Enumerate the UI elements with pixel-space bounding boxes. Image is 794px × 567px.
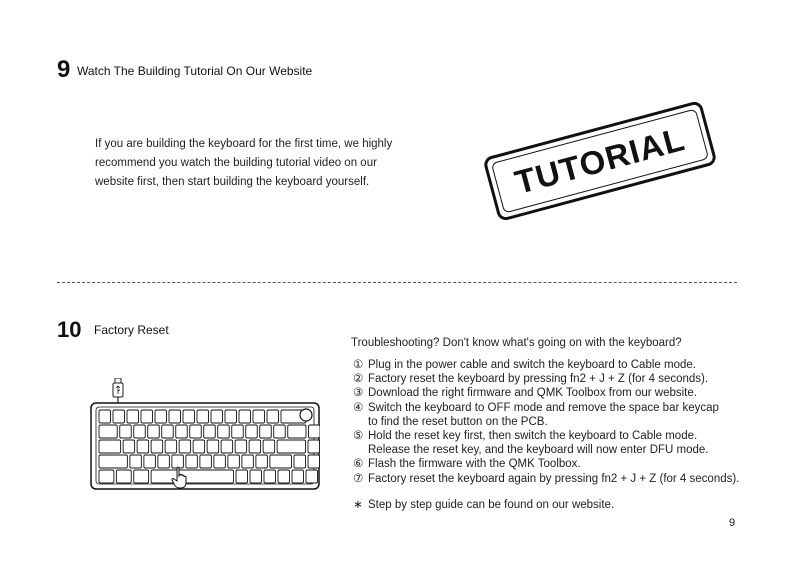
keycap — [148, 425, 160, 438]
section-10-number: 10 — [57, 317, 82, 342]
keycap — [263, 440, 275, 453]
keycap — [242, 455, 254, 468]
page-number: 9 — [729, 517, 736, 529]
keycap — [288, 425, 306, 438]
keycap — [274, 425, 286, 438]
keycap — [228, 455, 240, 468]
stamp-text: TUTORIAL — [510, 120, 689, 201]
keycap — [249, 440, 261, 453]
step-item — [353, 457, 739, 471]
keycap — [151, 470, 233, 483]
keycap — [204, 425, 216, 438]
keycap — [246, 425, 258, 438]
keycap — [236, 470, 248, 483]
step-item — [353, 372, 739, 386]
keycap — [211, 410, 223, 423]
step-marker: ③ — [353, 387, 364, 400]
keycap — [137, 440, 149, 453]
keycap — [207, 440, 219, 453]
step-text: Factory reset the keyboard by pressing fn2 + J + Z (for 4 seconds). — [368, 373, 709, 386]
step-text: Download the right firmware and QMK Toolbox from our website. — [368, 387, 697, 400]
step-item — [353, 429, 739, 443]
step-text: Flash the firmware with the QMK Toolbox. — [368, 458, 581, 471]
keycap — [113, 410, 125, 423]
step-item — [353, 358, 739, 372]
keycap — [99, 470, 114, 483]
keycap — [197, 410, 209, 423]
step-item — [353, 401, 739, 415]
keycap — [127, 410, 139, 423]
step-item — [353, 472, 739, 486]
step-marker: ⑤ — [353, 430, 364, 443]
hand-pointer-icon — [170, 466, 190, 490]
tutorial-stamp — [482, 100, 717, 222]
keycap — [309, 425, 321, 438]
keycap — [155, 410, 167, 423]
keycap — [292, 470, 304, 483]
keycap — [270, 455, 292, 468]
keycap — [179, 440, 191, 453]
keycap — [134, 425, 146, 438]
keycap — [308, 455, 320, 468]
step-marker: ① — [353, 359, 364, 371]
section-9-number: 9 — [57, 56, 71, 83]
keycap — [260, 425, 272, 438]
step-text: Hold the reset key first, then switch the keyboard to Cable mode. — [368, 430, 698, 443]
footnote-marker: ∗ — [353, 499, 363, 511]
section-9-title: Watch The Building Tutorial On Our Website — [77, 64, 313, 78]
reset-steps-list — [353, 358, 739, 486]
section-9-paragraph — [95, 135, 392, 192]
keycap — [278, 470, 290, 483]
keycap — [99, 425, 117, 438]
keycap — [250, 470, 262, 483]
step-text: Release the reset key, and the keyboard will now enter DFU mode. — [368, 444, 709, 457]
section-10-title: Factory Reset — [94, 323, 169, 337]
keycap — [200, 455, 212, 468]
keycap — [99, 440, 121, 453]
keycap — [218, 425, 230, 438]
keycap — [158, 455, 170, 468]
keycap — [183, 410, 195, 423]
keycap — [190, 425, 202, 438]
step-marker: ④ — [353, 401, 364, 414]
keycap — [225, 410, 237, 423]
step-text: Factory reset the keyboard again by pressing fn2 + J + Z (for 4 seconds). — [368, 472, 740, 485]
keycap — [99, 455, 127, 468]
keycap — [306, 470, 318, 483]
keycap — [99, 410, 111, 423]
keycap — [116, 470, 131, 483]
knob-icon — [300, 409, 312, 421]
keycap — [120, 425, 132, 438]
keycap — [308, 440, 320, 453]
footnote-text: Step by step guide can be found on our website. — [368, 499, 615, 511]
step-item-continued — [353, 415, 739, 429]
keycap — [169, 410, 181, 423]
keycap — [232, 425, 244, 438]
keyboard-icon — [90, 402, 320, 490]
keycap — [176, 425, 188, 438]
keycap — [193, 440, 205, 453]
step-item — [353, 386, 739, 400]
keycap — [235, 440, 247, 453]
keycap — [267, 410, 279, 423]
footnote — [353, 497, 614, 511]
step-item-continued — [353, 443, 739, 457]
keycap — [239, 410, 251, 423]
keycap — [294, 455, 306, 468]
step-marker: ⑥ — [353, 458, 364, 471]
keycap — [141, 410, 153, 423]
keycap — [256, 455, 268, 468]
step-text: Plug in the power cable and switch the keyboard to Cable mode. — [368, 359, 696, 371]
paragraph-line: recommend you watch the building tutorial video on our — [95, 157, 377, 169]
keycap — [162, 425, 174, 438]
paragraph-line: website first, then start building the keyboard yourself. — [95, 176, 370, 188]
keycap — [130, 455, 142, 468]
keycap — [151, 440, 163, 453]
keycap — [144, 455, 156, 468]
keycap — [134, 470, 149, 483]
step-marker: ② — [353, 373, 364, 386]
step-marker: ⑦ — [353, 472, 364, 485]
step-text: Switch the keyboard to OFF mode and remove the space bar keycap — [368, 401, 719, 414]
keycap — [221, 440, 233, 453]
troubleshooting-question: Troubleshooting? Don't know what's going on with the keyboard? — [351, 337, 682, 349]
keycap — [214, 455, 226, 468]
keycap — [264, 470, 276, 483]
keycap — [253, 410, 265, 423]
keycap — [277, 440, 305, 453]
paragraph-line: If you are building the keyboard for the first time, we highly — [95, 138, 393, 150]
step-text: to find the reset button on the PCB. — [368, 415, 548, 428]
section-divider — [57, 282, 737, 283]
keycap — [123, 440, 135, 453]
keycap — [165, 440, 177, 453]
